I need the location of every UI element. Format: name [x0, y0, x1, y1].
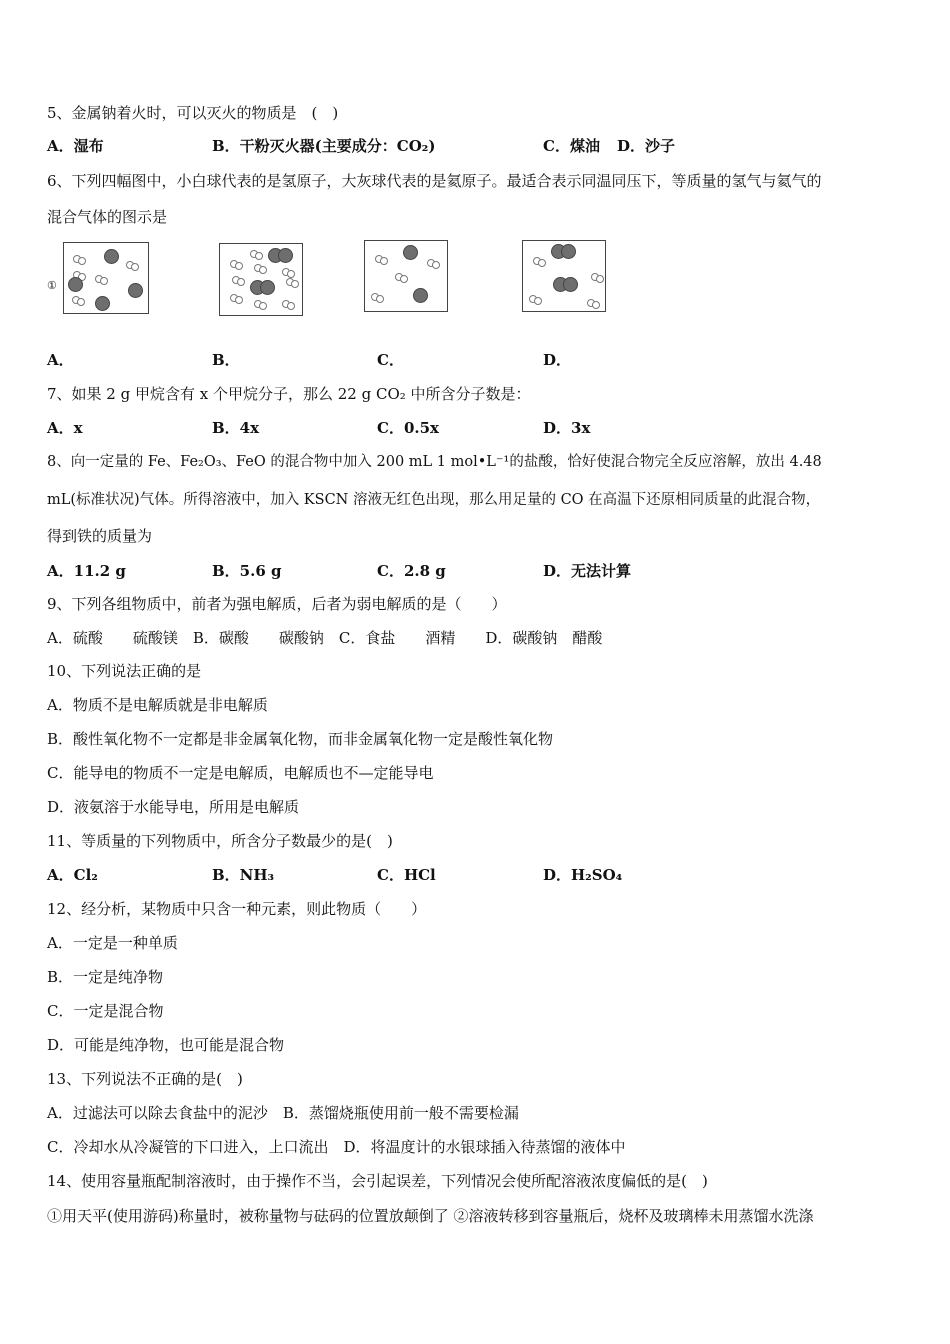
q13-options-ab: A．过滤法可以除去食盐中的泥沙 B．蒸馏烧瓶使用前一般不需要检漏 — [47, 1104, 519, 1122]
diagram-box-a — [63, 242, 149, 314]
q6-option-b: B． — [212, 351, 240, 369]
q6-option-c: C． — [377, 351, 404, 369]
q8-option-d: D．无法计算 — [543, 562, 632, 580]
q11-stem: 11、等质量的下列物质中，所含分子数最少的是( ) — [47, 832, 393, 850]
diagram-box-b — [219, 243, 303, 316]
q11-option-a: A．Cl₂ — [47, 866, 98, 884]
q5-option-c: C．煤油 — [543, 137, 600, 155]
q11-option-b: B．NH₃ — [212, 866, 275, 884]
q5-option-d: D．沙子 — [617, 137, 676, 155]
q12-option-c: C．一定是混合物 — [47, 1002, 164, 1020]
q7-option-d: D．3x — [543, 419, 591, 437]
q7-stem: 7、如果 2 g 甲烷含有 x 个甲烷分子，那么 22 g CO₂ 中所含分子数是： — [47, 385, 531, 403]
q9-options: A．硫酸 硫酸镁 B．碳酸 碳酸钠 C．食盐 酒精 D．碳酸钠 醋酸 — [47, 629, 603, 647]
q10-stem: 10、下列说法正确的是 — [47, 662, 202, 680]
q13-stem: 13、下列说法不正确的是( ) — [47, 1070, 243, 1088]
q13-options-cd: C．冷却水从冷凝管的下口进入，上口流出 D．将温度计的水银球插入待蒸馏的液体中 — [47, 1138, 626, 1156]
q6-stem-line2: 混合气体的图示是 — [47, 208, 168, 226]
q10-option-b: B．酸性氧化物不一定都是非金属氧化物，而非金属氧化物一定是酸性氧化物 — [47, 730, 554, 748]
q14-stem: 14、使用容量瓶配制溶液时，由于操作不当，会引起误差，下列情况会使所配溶液浓度偏低的是( ) — [47, 1172, 708, 1190]
q12-stem: 12、经分析，某物质中只含一种元素，则此物质（ ） — [47, 900, 427, 918]
q6-option-d: D． — [543, 351, 572, 369]
q9-stem: 9、下列各组物质中，前者为强电解质，后者为弱电解质的是（ ） — [47, 595, 507, 613]
q8-stem-line3: 得到铁的质量为 — [47, 527, 153, 545]
q7-option-a: A．x — [47, 419, 83, 437]
q10-option-d: D．液氨溶于水能导电，所用是电解质 — [47, 798, 300, 816]
q12-option-d: D．可能是纯净物，也可能是混合物 — [47, 1036, 285, 1054]
q7-option-b: B．4x — [212, 419, 260, 437]
q10-option-c: C．能导电的物质不一定是电解质，电解质也不—定能导电 — [47, 764, 434, 782]
q6-option-a: A． — [47, 351, 74, 369]
q8-option-a: A．11.2 g — [47, 562, 126, 580]
q11-option-c: C．HCl — [377, 866, 436, 884]
q11-option-d: D．H₂SO₄ — [543, 866, 623, 884]
q8-option-b: B．5.6 g — [212, 562, 282, 580]
q8-option-c: C．2.8 g — [377, 562, 446, 580]
q8-stem-line2: mL(标准状况)气体。所得溶液中，加入 KSCN 溶液无红色出现，那么用足量的 CO 在高温下还原相同质量的此混合物， — [47, 492, 821, 508]
q12-option-a: A．一定是一种单质 — [47, 934, 178, 952]
q6-stem-line1: 6、下列四幅图中，小白球代表的是氢原子，大灰球代表的是氦原子。最适合表示同温同压下，等质量的氢气与氦气的 — [47, 172, 822, 190]
q8-stem-line1: 8、向一定量的 Fe、Fe₂O₃、FeO 的混合物中加入 200 mL 1 mol•L⁻¹的盐酸，恰好使混合物完全反应溶解，放出 4.48 — [47, 454, 822, 470]
q10-option-a: A．物质不是电解质就是非电解质 — [47, 696, 268, 714]
q14-item-line1: ①用天平(使用游码)称量时，被称量物与砝码的位置放颠倒了 ②溶液转移到容量瓶后，烧杯及玻璃棒未用蒸馏水洗涤 — [47, 1207, 814, 1225]
q5-option-b: B．干粉灭火器(主要成分：CO₂) — [212, 137, 436, 155]
q12-option-b: B．一定是纯净物 — [47, 968, 164, 986]
q7-option-c: C．0.5x — [377, 419, 439, 437]
diagram-box-d — [522, 240, 606, 312]
q5-stem: 5、金属钠着火时，可以灭火的物质是 ( ) — [47, 104, 339, 122]
figure-marker: ① — [47, 279, 57, 292]
q5-option-a: A．湿布 — [47, 137, 104, 155]
diagram-box-c — [364, 240, 448, 312]
